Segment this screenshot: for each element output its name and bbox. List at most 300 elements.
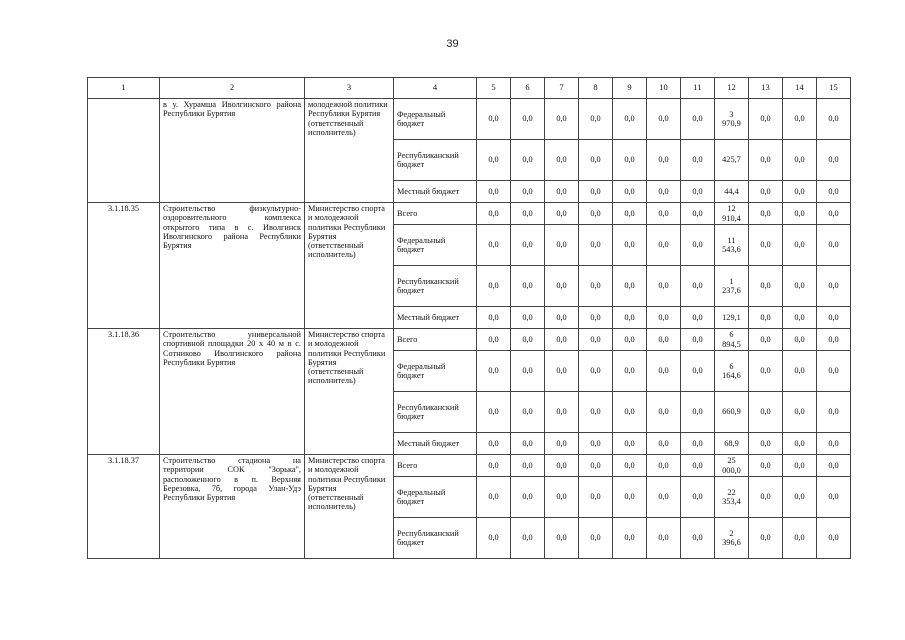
value-cell bbox=[783, 266, 817, 307]
value-text: 0,0 bbox=[658, 407, 669, 417]
value-cell bbox=[511, 433, 545, 455]
value-text: 0,0 bbox=[760, 281, 771, 291]
responsible-executor: Министерство спорта и молодежной политики Республики Бурятия (ответственный исполнитель) bbox=[305, 455, 394, 559]
funding-source: Республиканский бюджет bbox=[394, 518, 477, 559]
table-row bbox=[88, 329, 851, 351]
funding-source: Федеральный бюджет bbox=[394, 477, 477, 518]
value-text: 0,0 bbox=[556, 312, 567, 322]
value-text: 0,0 bbox=[556, 114, 567, 124]
value-text: 0,0 bbox=[624, 460, 635, 470]
value-cell bbox=[613, 329, 647, 351]
value-cell bbox=[681, 433, 715, 455]
value-text: 0,0 bbox=[794, 114, 805, 124]
funding-source: Всего bbox=[394, 203, 477, 225]
value-cell bbox=[511, 518, 545, 559]
value-cell bbox=[715, 392, 749, 433]
value-cell bbox=[579, 477, 613, 518]
value-text: 0,0 bbox=[590, 186, 601, 196]
value-cell bbox=[749, 225, 783, 266]
value-text: 0,0 bbox=[794, 240, 805, 250]
value-cell bbox=[783, 329, 817, 351]
value-text: 0,0 bbox=[590, 208, 601, 218]
value-text: 0,0 bbox=[828, 240, 839, 250]
value-cell bbox=[749, 307, 783, 329]
value-text: 0,0 bbox=[658, 240, 669, 250]
value-cell bbox=[545, 307, 579, 329]
value-text: 0,0 bbox=[556, 366, 567, 376]
value-text: 0,0 bbox=[522, 208, 533, 218]
value-text: 11 543,6 bbox=[722, 235, 741, 254]
value-text: 0,0 bbox=[590, 366, 601, 376]
value-cell bbox=[783, 518, 817, 559]
value-text: 0,0 bbox=[828, 155, 839, 165]
value-cell bbox=[647, 181, 681, 203]
value-text: 0,0 bbox=[760, 407, 771, 417]
object-name: Строительство стадиона на территории СОК "Зорька", расположенного в п. Верхняя Березовка, 7б, города Улан-Удэ Республики Бурятия bbox=[160, 455, 305, 559]
value-cell bbox=[613, 455, 647, 477]
value-text: 0,0 bbox=[590, 114, 601, 124]
column-header: 12 bbox=[715, 78, 749, 99]
value-cell bbox=[681, 518, 715, 559]
value-cell bbox=[613, 477, 647, 518]
value-text: 0,0 bbox=[692, 208, 703, 218]
value-cell bbox=[647, 307, 681, 329]
value-text: 68,9 bbox=[724, 438, 739, 448]
value-text: 0,0 bbox=[794, 366, 805, 376]
value-text: 0,0 bbox=[624, 407, 635, 417]
value-cell bbox=[613, 181, 647, 203]
value-cell bbox=[477, 351, 511, 392]
value-text: 0,0 bbox=[658, 533, 669, 543]
value-cell bbox=[511, 140, 545, 181]
value-cell bbox=[511, 329, 545, 351]
value-cell bbox=[817, 203, 851, 225]
value-cell bbox=[511, 307, 545, 329]
value-text: 0,0 bbox=[692, 186, 703, 196]
value-text: 0,0 bbox=[624, 438, 635, 448]
value-text: 1 237,6 bbox=[722, 276, 741, 295]
value-cell bbox=[681, 351, 715, 392]
value-text: 0,0 bbox=[590, 155, 601, 165]
value-text: 0,0 bbox=[828, 492, 839, 502]
value-text: 0,0 bbox=[590, 460, 601, 470]
value-text: 0,0 bbox=[828, 186, 839, 196]
value-cell bbox=[477, 518, 511, 559]
value-cell bbox=[579, 307, 613, 329]
value-text: 0,0 bbox=[590, 407, 601, 417]
funding-source: Федеральный бюджет bbox=[394, 99, 477, 140]
value-cell bbox=[783, 307, 817, 329]
value-text: 0,0 bbox=[658, 438, 669, 448]
value-cell bbox=[511, 477, 545, 518]
value-text: 0,0 bbox=[828, 208, 839, 218]
value-cell bbox=[715, 266, 749, 307]
value-cell bbox=[579, 203, 613, 225]
value-cell bbox=[579, 518, 613, 559]
value-cell bbox=[477, 329, 511, 351]
value-cell bbox=[545, 433, 579, 455]
value-text: 0,0 bbox=[794, 155, 805, 165]
value-cell bbox=[579, 266, 613, 307]
column-header: 2 bbox=[160, 78, 305, 99]
value-cell bbox=[715, 455, 749, 477]
value-text: 0,0 bbox=[488, 533, 499, 543]
column-header: 6 bbox=[511, 78, 545, 99]
value-cell bbox=[715, 140, 749, 181]
value-cell bbox=[477, 140, 511, 181]
value-cell bbox=[477, 266, 511, 307]
value-text: 0,0 bbox=[488, 208, 499, 218]
table-row bbox=[88, 99, 851, 140]
value-cell bbox=[715, 433, 749, 455]
value-cell bbox=[681, 477, 715, 518]
value-cell bbox=[817, 477, 851, 518]
object-code: 3.1.18.36 bbox=[88, 329, 160, 455]
value-cell bbox=[783, 99, 817, 140]
value-cell bbox=[545, 99, 579, 140]
value-text: 0,0 bbox=[556, 208, 567, 218]
value-text: 0,0 bbox=[692, 155, 703, 165]
column-header: 5 bbox=[477, 78, 511, 99]
value-text: 0,0 bbox=[828, 334, 839, 344]
value-text: 425,7 bbox=[722, 155, 741, 165]
value-cell bbox=[477, 477, 511, 518]
value-cell bbox=[817, 266, 851, 307]
value-cell bbox=[783, 433, 817, 455]
column-header: 15 bbox=[817, 78, 851, 99]
value-text: 0,0 bbox=[794, 312, 805, 322]
column-header: 9 bbox=[613, 78, 647, 99]
value-cell bbox=[545, 518, 579, 559]
value-text: 0,0 bbox=[522, 407, 533, 417]
value-cell bbox=[511, 99, 545, 140]
value-text: 0,0 bbox=[794, 186, 805, 196]
value-cell bbox=[817, 351, 851, 392]
value-cell bbox=[749, 329, 783, 351]
object-code bbox=[88, 99, 160, 203]
value-text: 0,0 bbox=[658, 208, 669, 218]
value-text: 0,0 bbox=[556, 281, 567, 291]
value-text: 0,0 bbox=[794, 334, 805, 344]
value-cell bbox=[715, 518, 749, 559]
value-text: 0,0 bbox=[760, 155, 771, 165]
value-cell bbox=[477, 99, 511, 140]
value-cell bbox=[477, 307, 511, 329]
value-text: 0,0 bbox=[828, 281, 839, 291]
funding-source: Республиканский бюджет bbox=[394, 140, 477, 181]
value-cell bbox=[579, 225, 613, 266]
value-cell bbox=[511, 392, 545, 433]
value-text: 0,0 bbox=[556, 240, 567, 250]
column-header: 1 bbox=[88, 78, 160, 99]
object-name: Строительство физкультурно-оздоровительного комплекса открытого типа в с. Иволгинск Иволгинского района Республики Бурятия bbox=[160, 203, 305, 329]
page-number: 39 bbox=[446, 38, 459, 50]
value-text: 0,0 bbox=[556, 186, 567, 196]
value-cell bbox=[817, 225, 851, 266]
value-cell bbox=[647, 99, 681, 140]
value-cell bbox=[613, 225, 647, 266]
value-text: 0,0 bbox=[488, 155, 499, 165]
value-cell bbox=[545, 140, 579, 181]
value-text: 0,0 bbox=[590, 533, 601, 543]
value-cell bbox=[749, 351, 783, 392]
value-cell bbox=[579, 455, 613, 477]
column-header: 8 bbox=[579, 78, 613, 99]
value-cell bbox=[749, 140, 783, 181]
value-text: 0,0 bbox=[828, 407, 839, 417]
value-cell bbox=[579, 181, 613, 203]
value-text: 0,0 bbox=[522, 334, 533, 344]
value-cell bbox=[647, 433, 681, 455]
value-text: 0,0 bbox=[624, 281, 635, 291]
value-cell bbox=[579, 433, 613, 455]
column-header: 11 bbox=[681, 78, 715, 99]
value-text: 0,0 bbox=[692, 492, 703, 502]
value-text: 0,0 bbox=[488, 312, 499, 322]
value-text: 0,0 bbox=[760, 240, 771, 250]
value-cell bbox=[681, 225, 715, 266]
value-cell bbox=[545, 329, 579, 351]
value-cell bbox=[783, 455, 817, 477]
value-cell bbox=[749, 392, 783, 433]
value-cell bbox=[579, 99, 613, 140]
value-cell bbox=[749, 181, 783, 203]
value-text: 0,0 bbox=[522, 281, 533, 291]
value-text: 0,0 bbox=[692, 438, 703, 448]
value-cell bbox=[613, 140, 647, 181]
value-text: 0,0 bbox=[590, 492, 601, 502]
value-cell bbox=[715, 351, 749, 392]
value-text: 0,0 bbox=[794, 438, 805, 448]
value-text: 0,0 bbox=[658, 366, 669, 376]
value-cell bbox=[477, 225, 511, 266]
value-text: 25 000,0 bbox=[722, 456, 741, 475]
value-cell bbox=[545, 266, 579, 307]
value-text: 0,0 bbox=[658, 281, 669, 291]
value-cell bbox=[511, 203, 545, 225]
value-text: 0,0 bbox=[692, 240, 703, 250]
value-text: 0,0 bbox=[760, 438, 771, 448]
value-cell bbox=[647, 351, 681, 392]
value-cell bbox=[511, 455, 545, 477]
value-cell bbox=[545, 225, 579, 266]
value-text: 12 910,4 bbox=[722, 204, 741, 223]
value-text: 0,0 bbox=[658, 155, 669, 165]
value-cell bbox=[715, 307, 749, 329]
budget-table bbox=[87, 77, 851, 559]
value-text: 0,0 bbox=[590, 240, 601, 250]
value-text: 0,0 bbox=[488, 366, 499, 376]
value-cell bbox=[749, 99, 783, 140]
value-text: 0,0 bbox=[624, 186, 635, 196]
value-text: 0,0 bbox=[760, 208, 771, 218]
value-cell bbox=[545, 181, 579, 203]
value-text: 0,0 bbox=[522, 312, 533, 322]
value-text: 0,0 bbox=[556, 155, 567, 165]
value-text: 0,0 bbox=[522, 186, 533, 196]
value-cell bbox=[477, 455, 511, 477]
value-cell bbox=[511, 351, 545, 392]
value-text: 0,0 bbox=[658, 186, 669, 196]
value-cell bbox=[681, 307, 715, 329]
value-text: 0,0 bbox=[658, 492, 669, 502]
value-text: 0,0 bbox=[828, 533, 839, 543]
value-text: 0,0 bbox=[590, 281, 601, 291]
value-cell bbox=[681, 329, 715, 351]
value-text: 0,0 bbox=[624, 240, 635, 250]
value-cell bbox=[477, 392, 511, 433]
value-text: 6 164,6 bbox=[722, 361, 741, 380]
value-text: 0,0 bbox=[556, 460, 567, 470]
responsible-executor: молодежной политики Республики Бурятия (ответственный исполнитель) bbox=[305, 99, 394, 203]
value-cell bbox=[613, 433, 647, 455]
funding-source: Местный бюджет bbox=[394, 307, 477, 329]
value-text: 0,0 bbox=[624, 492, 635, 502]
value-cell bbox=[681, 392, 715, 433]
value-cell bbox=[545, 203, 579, 225]
value-cell bbox=[545, 455, 579, 477]
value-cell bbox=[749, 455, 783, 477]
value-cell bbox=[579, 351, 613, 392]
value-text: 0,0 bbox=[760, 460, 771, 470]
value-text: 0,0 bbox=[624, 155, 635, 165]
value-text: 22 353,4 bbox=[722, 487, 741, 506]
value-text: 0,0 bbox=[624, 312, 635, 322]
value-text: 0,0 bbox=[624, 208, 635, 218]
value-cell bbox=[817, 307, 851, 329]
value-text: 0,0 bbox=[624, 533, 635, 543]
value-text: 0,0 bbox=[794, 533, 805, 543]
column-header: 7 bbox=[545, 78, 579, 99]
value-text: 0,0 bbox=[590, 334, 601, 344]
value-text: 0,0 bbox=[522, 492, 533, 502]
funding-source: Федеральный бюджет bbox=[394, 351, 477, 392]
value-text: 0,0 bbox=[760, 366, 771, 376]
value-cell bbox=[477, 433, 511, 455]
value-cell bbox=[647, 455, 681, 477]
value-text: 0,0 bbox=[828, 366, 839, 376]
value-cell bbox=[817, 392, 851, 433]
value-text: 0,0 bbox=[522, 366, 533, 376]
value-text: 0,0 bbox=[692, 114, 703, 124]
value-cell bbox=[681, 266, 715, 307]
value-cell bbox=[477, 181, 511, 203]
value-text: 0,0 bbox=[488, 492, 499, 502]
value-text: 0,0 bbox=[590, 438, 601, 448]
value-text: 0,0 bbox=[488, 438, 499, 448]
value-cell bbox=[749, 518, 783, 559]
value-text: 0,0 bbox=[760, 334, 771, 344]
value-text: 0,0 bbox=[488, 460, 499, 470]
value-cell bbox=[783, 392, 817, 433]
value-cell bbox=[613, 266, 647, 307]
value-text: 0,0 bbox=[658, 114, 669, 124]
value-text: 0,0 bbox=[522, 155, 533, 165]
value-cell bbox=[817, 329, 851, 351]
value-text: 0,0 bbox=[488, 186, 499, 196]
funding-source: Всего bbox=[394, 329, 477, 351]
value-cell bbox=[681, 99, 715, 140]
value-text: 0,0 bbox=[488, 114, 499, 124]
table-row bbox=[88, 455, 851, 477]
value-text: 0,0 bbox=[488, 240, 499, 250]
responsible-executor: Министерство спорта и молодежной политики Республики Бурятия (ответственный исполнитель) bbox=[305, 203, 394, 329]
value-cell bbox=[783, 477, 817, 518]
value-cell bbox=[613, 203, 647, 225]
value-text: 0,0 bbox=[624, 334, 635, 344]
value-cell bbox=[715, 225, 749, 266]
object-code: 3.1.18.37 bbox=[88, 455, 160, 559]
value-text: 0,0 bbox=[828, 312, 839, 322]
value-cell bbox=[783, 181, 817, 203]
value-text: 0,0 bbox=[794, 460, 805, 470]
object-name: в у. Хурамша Иволгинского района Республики Бурятия bbox=[160, 99, 305, 203]
value-text: 0,0 bbox=[522, 438, 533, 448]
value-cell bbox=[511, 266, 545, 307]
funding-source: Местный бюджет bbox=[394, 181, 477, 203]
value-text: 0,0 bbox=[522, 460, 533, 470]
value-cell bbox=[715, 477, 749, 518]
value-cell bbox=[749, 203, 783, 225]
value-cell bbox=[647, 225, 681, 266]
value-text: 0,0 bbox=[624, 366, 635, 376]
value-cell bbox=[647, 477, 681, 518]
value-text: 0,0 bbox=[658, 460, 669, 470]
value-text: 0,0 bbox=[794, 281, 805, 291]
value-cell bbox=[647, 329, 681, 351]
value-text: 0,0 bbox=[488, 334, 499, 344]
value-text: 0,0 bbox=[488, 281, 499, 291]
value-cell bbox=[817, 518, 851, 559]
value-text: 0,0 bbox=[794, 407, 805, 417]
value-cell bbox=[545, 392, 579, 433]
value-text: 129,1 bbox=[722, 312, 741, 322]
value-text: 0,0 bbox=[760, 312, 771, 322]
value-cell bbox=[647, 392, 681, 433]
value-cell bbox=[681, 181, 715, 203]
column-header: 13 bbox=[749, 78, 783, 99]
value-cell bbox=[579, 329, 613, 351]
value-text: 2 396,6 bbox=[722, 528, 741, 547]
value-cell bbox=[817, 455, 851, 477]
table-row bbox=[88, 203, 851, 225]
value-cell bbox=[613, 351, 647, 392]
funding-source: Местный бюджет bbox=[394, 433, 477, 455]
value-cell bbox=[681, 140, 715, 181]
value-text: 44,4 bbox=[724, 186, 739, 196]
column-header: 3 bbox=[305, 78, 394, 99]
value-text: 0,0 bbox=[556, 492, 567, 502]
value-cell bbox=[647, 518, 681, 559]
value-cell bbox=[817, 433, 851, 455]
value-cell bbox=[613, 99, 647, 140]
value-cell bbox=[511, 181, 545, 203]
value-text: 0,0 bbox=[692, 312, 703, 322]
value-text: 0,0 bbox=[556, 407, 567, 417]
value-text: 0,0 bbox=[624, 114, 635, 124]
value-text: 0,0 bbox=[794, 492, 805, 502]
value-text: 0,0 bbox=[828, 460, 839, 470]
value-cell bbox=[783, 140, 817, 181]
value-cell bbox=[545, 477, 579, 518]
value-text: 0,0 bbox=[658, 312, 669, 322]
column-header: 14 bbox=[783, 78, 817, 99]
value-text: 0,0 bbox=[488, 407, 499, 417]
value-text: 0,0 bbox=[522, 114, 533, 124]
value-cell bbox=[817, 181, 851, 203]
value-text: 0,0 bbox=[692, 281, 703, 291]
object-code: 3.1.18.35 bbox=[88, 203, 160, 329]
